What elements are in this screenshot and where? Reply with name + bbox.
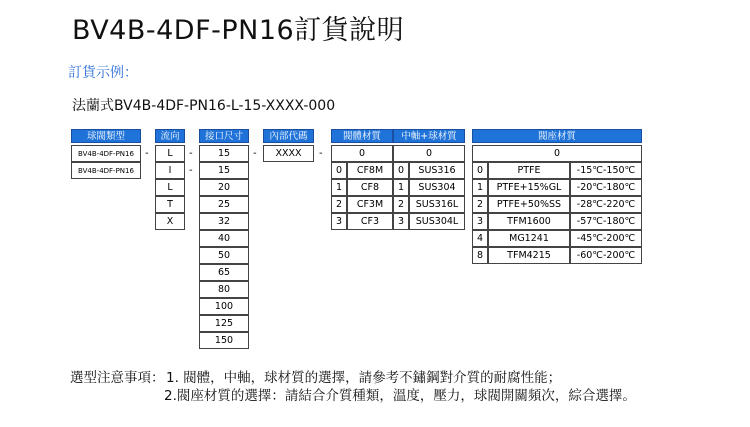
seat-material-cell: TFM1600 [488,213,570,230]
seat-material-cell: TFM4215 [488,247,570,264]
separator-dash: - [189,148,193,159]
body-material-cell: CF3M [347,196,393,213]
body-no-cell: 2 [331,196,347,213]
seat-no-cell: 8 [472,247,488,264]
size-cell: 80 [199,281,249,298]
order-example-code: 法蘭式BV4B-4DF-PN16-L-15-XXXX-000 [72,98,336,114]
seat-temp-cell: -57℃-180℃ [570,213,642,230]
model-cell: BV4B-4DF-PN16 [71,162,141,179]
seat-material-cell: PTFE+50%SS [488,196,570,213]
stem-no-cell: 1 [393,179,409,196]
seat-material-cell: PTFE+15%GL [488,179,570,196]
seat-temp-cell: -45℃-200℃ [570,230,642,247]
body-material-cell: CF3 [347,213,393,230]
body-no-cell: 0 [331,162,347,179]
model-cell: BV4B-4DF-PN16 [71,145,141,162]
header-stem-ball-material: 中軸+球材質 [393,129,465,143]
seat-no-cell: 4 [472,230,488,247]
seat-temp-cell: -20℃-180℃ [570,179,642,196]
separator-dash: - [319,148,323,159]
header-body-material: 閥體材質 [331,129,393,143]
stem-selected-cell: 0 [393,145,465,162]
flow-cell: L [155,145,185,162]
stem-material-cell: SUS316L [409,196,465,213]
size-cell: 20 [199,179,249,196]
flow-cell: T [155,196,185,213]
body-no-cell: 1 [331,179,347,196]
notes-line-1: 1. 閥體，中軸，球材質的選擇，請參考不鏽鋼對介質的耐腐性能； [166,370,562,386]
notes-line-2: 2.閥座材質的選擇：請結合介質種類，溫度，壓力，球閥開關頻次，綜合選擇。 [164,388,636,404]
size-cell: 50 [199,247,249,264]
stem-material-cell: SUS304 [409,179,465,196]
size-cell: 40 [199,230,249,247]
header-model: 球閥類型 [71,129,141,143]
stem-no-cell: 0 [393,162,409,179]
seat-material-cell: MG1241 [488,230,570,247]
internal-code-cell: XXXX [263,145,314,162]
notes-label: 選型注意事項： [70,370,165,386]
body-material-cell: CF8M [347,162,393,179]
size-cell: 100 [199,298,249,315]
seat-temp-cell: -28℃-220℃ [570,196,642,213]
flow-cell: L [155,179,185,196]
separator-dash: - [189,165,193,176]
seat-no-cell: 3 [472,213,488,230]
stem-material-cell: SUS316 [409,162,465,179]
size-cell: 15 [199,145,249,162]
size-cell: 15 [199,162,249,179]
order-example-heading: 訂貨示例： [68,65,138,81]
seat-temp-cell: -60℃-200℃ [570,247,642,264]
flow-cell: I [155,162,185,179]
header-size: 接口尺寸 [199,129,249,143]
seat-selected-cell: 0 [472,145,642,162]
size-cell: 65 [199,264,249,281]
size-cell: 150 [199,332,249,349]
flow-cell: X [155,213,185,230]
stem-no-cell: 3 [393,213,409,230]
size-cell: 32 [199,213,249,230]
stem-no-cell: 2 [393,196,409,213]
seat-no-cell: 0 [472,162,488,179]
seat-temp-cell: -15℃-150℃ [570,162,642,179]
body-selected-cell: 0 [331,145,393,162]
page-title: BV4B-4DF-PN16訂貨說明 [72,15,405,46]
seat-no-cell: 2 [472,196,488,213]
header-internal-code: 內部代碼 [263,129,314,143]
stem-material-cell: SUS304L [409,213,465,230]
body-no-cell: 3 [331,213,347,230]
seat-material-cell: PTFE [488,162,570,179]
body-material-cell: CF8 [347,179,393,196]
separator-dash: - [145,148,149,159]
seat-no-cell: 1 [472,179,488,196]
header-seat-material: 閥座材質 [472,129,642,143]
header-flow: 流向 [155,129,185,143]
size-cell: 125 [199,315,249,332]
separator-dash: - [253,148,257,159]
size-cell: 25 [199,196,249,213]
